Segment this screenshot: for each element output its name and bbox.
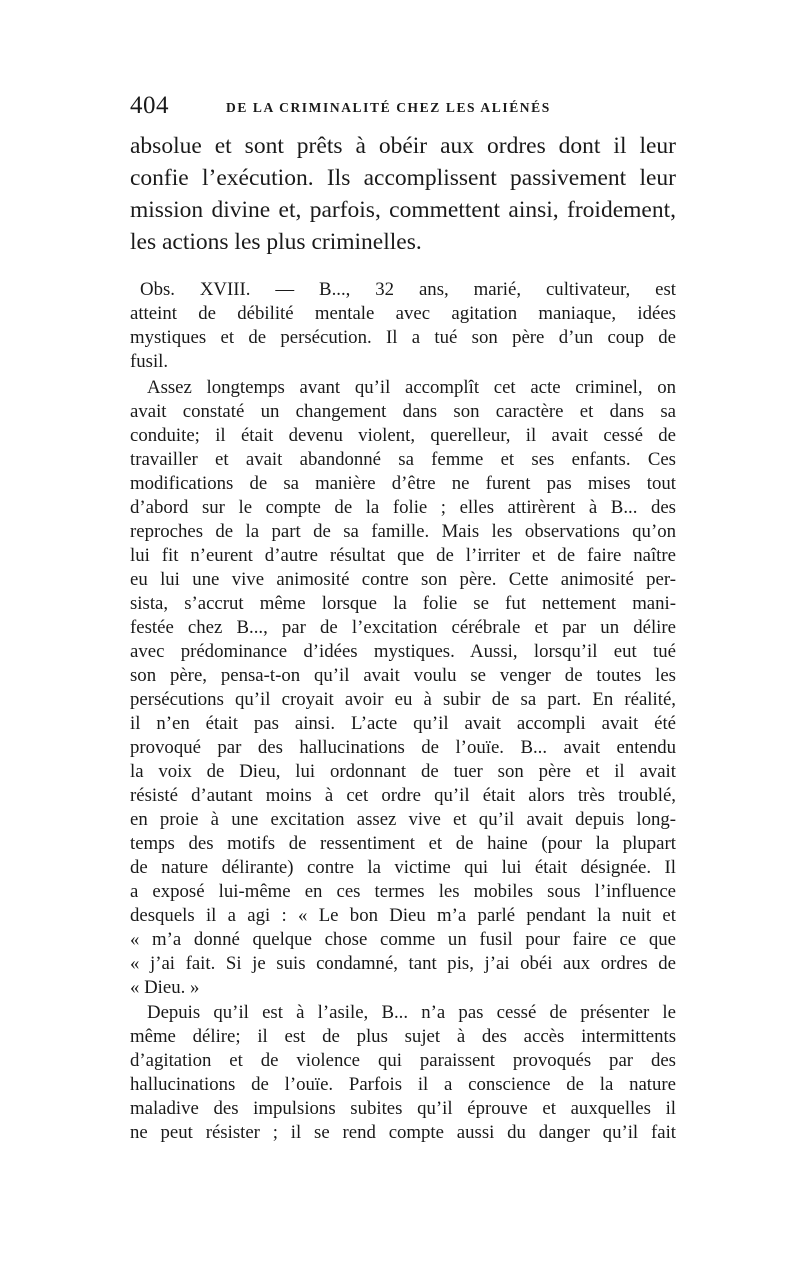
text-line: « j’ai fait. Si je suis condamné, tant pis, j’ai obéi aux ordres de xyxy=(130,953,676,974)
text-line: eu lui une vive animosité contre son père. Cette animosité per- xyxy=(130,569,676,590)
text-line: résisté d’autant moins à cet ordre qu’il était alors très troublé, xyxy=(130,785,676,806)
text-line: fusil. xyxy=(130,351,169,372)
text-line: d’agitation et de violence qui paraissent provoqués par des xyxy=(130,1050,676,1071)
text-line: Depuis qu’il est à l’asile, B... n’a pas cessé de présenter le xyxy=(147,1002,676,1023)
text-line: mission divine et, parfois, commettent ainsi, froidement, xyxy=(130,197,676,223)
text-line: il n’en était pas ainsi. L’acte qu’il avait accompli avait été xyxy=(130,713,676,734)
text-line: absolue et sont prêts à obéir aux ordres dont il leur xyxy=(130,133,676,159)
page-header xyxy=(130,92,685,132)
text-line: avait constaté un changement dans son caractère et dans sa xyxy=(130,401,676,422)
text-line: desquels il a agi : « Le bon Dieu m’a parlé pendant la nuit et xyxy=(130,905,676,926)
text-line: conduite; il était devenu violent, querelleur, il avait cessé de xyxy=(130,425,676,446)
text-line: ne peut résister ; il se rend compte aussi du danger qu’il fait xyxy=(130,1122,676,1143)
text-line: d’abord sur le compte de la folie ; elles attirèrent à B... des xyxy=(130,497,676,518)
text-line: la voix de Dieu, lui ordonnant de tuer son père et il avait xyxy=(130,761,676,782)
text-line: avec prédominance d’idées mystiques. Aussi, lorsqu’il eut tué xyxy=(130,641,676,662)
text-line: provoqué par des hallucinations de l’ouïe. B... avait entendu xyxy=(130,737,676,758)
text-line: reproches de la part de sa famille. Mais les observations qu’on xyxy=(130,521,676,542)
observation-line: Obs. XVIII. — B..., 32 ans, marié, cultivateur, est xyxy=(140,279,676,300)
page-number: 404 xyxy=(130,92,169,119)
text-line: confie l’exécution. Ils accomplissent passivement leur xyxy=(130,165,676,191)
text-line: festée chez B..., par de l’excitation cérébrale et par un délire xyxy=(130,617,676,638)
text-line: modifications de sa manière d’être ne furent pas mises tout xyxy=(130,473,676,494)
text-line: a exposé lui-même en ces termes les mobiles sous l’influence xyxy=(130,881,676,902)
text-line: même délire; il est de plus sujet à des accès intermittents xyxy=(130,1026,676,1047)
running-head: DE LA CRIMINALITÉ CHEZ LES ALIÉNÉS xyxy=(226,100,551,115)
text-line: travailler et avait abandonné sa femme et ses enfants. Ces xyxy=(130,449,676,470)
text-line: de nature délirante) contre la victime qui lui était désignée. Il xyxy=(130,857,676,878)
text-line: « m’a donné quelque chose comme un fusil pour faire ce que xyxy=(130,929,676,950)
text-line: persécutions qu’il croyait avoir eu à subir de sa part. En réalité, xyxy=(130,689,676,710)
text-line: hallucinations de l’ouïe. Parfois il a conscience de la nature xyxy=(130,1074,676,1095)
text-line: maladive des impulsions subites qu’il éprouve et auxquelles il xyxy=(130,1098,676,1119)
text-line: en proie à une excitation assez vive et qu’il avait depuis long- xyxy=(130,809,676,830)
text-line: « Dieu. » xyxy=(130,977,200,998)
text-line: sista, s’accrut même lorsque la folie se fut nettement mani- xyxy=(130,593,676,614)
text-line: mystiques et de persécution. Il a tué son père d’un coup de xyxy=(130,327,676,348)
text-line: les actions les plus criminelles. xyxy=(130,229,422,255)
text-line: son père, pensa-t-on qu’il avait voulu se venger de toutes les xyxy=(130,665,676,686)
text-line: Assez longtemps avant qu’il accomplît cet acte criminel, on xyxy=(147,377,676,398)
text-line: temps des motifs de ressentiment et de haine (pour la plupart xyxy=(130,833,676,854)
text-line: lui fit n’eurent d’autre résultat que de l’irriter et de faire naître xyxy=(130,545,676,566)
text-line: atteint de débilité mentale avec agitation maniaque, idées xyxy=(130,303,676,324)
